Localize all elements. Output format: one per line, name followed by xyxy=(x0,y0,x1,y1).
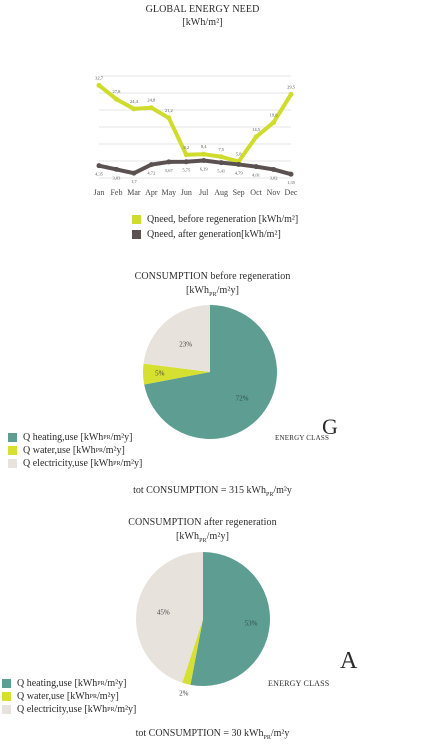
data-label: 4,79 xyxy=(234,170,243,176)
x-tick-label: Apr xyxy=(145,188,158,197)
data-point xyxy=(131,106,136,111)
line-chart-series xyxy=(95,75,296,186)
legend-swatch xyxy=(2,705,11,714)
data-label: 8,2 xyxy=(183,144,190,150)
legend-swatch xyxy=(8,446,17,455)
data-point xyxy=(219,154,224,159)
legend-swatch xyxy=(2,679,11,688)
x-tick-label: May xyxy=(161,188,177,197)
data-label: 5,75 xyxy=(182,167,191,173)
pie-slice xyxy=(144,305,210,372)
pie-after-total: tot CONSUMPTION = 30 kWh$_{PR}$/m²y xyxy=(135,728,290,741)
x-tick-label: Sep xyxy=(232,188,245,197)
pie-after xyxy=(133,549,273,698)
x-tick-label: Oct xyxy=(250,188,262,197)
data-label: 27,8 xyxy=(112,89,121,95)
data-point xyxy=(114,167,119,172)
data-point xyxy=(201,158,206,163)
data-point xyxy=(289,92,294,97)
pie-label: 2% xyxy=(179,689,189,698)
line-chart-x-ticks xyxy=(94,188,298,197)
x-tick-label: Feb xyxy=(110,188,123,197)
data-label: 5,67 xyxy=(164,167,173,173)
data-label: 24,8 xyxy=(147,97,156,103)
pie-after-unit: [kWh$_{PR}$/m²y] xyxy=(175,531,230,544)
legend-swatch xyxy=(132,230,141,239)
data-point xyxy=(236,162,241,167)
data-label: 14,5 xyxy=(252,126,261,132)
legend-swatch xyxy=(2,692,11,701)
pie-label: 53% xyxy=(244,619,258,628)
line-chart-title: GLOBAL ENERGY NEED xyxy=(145,4,260,15)
data-label: 8,4 xyxy=(200,144,207,150)
data-label: 24,4 xyxy=(129,98,138,104)
data-point xyxy=(166,159,171,164)
x-tick-label: Jul xyxy=(199,188,209,197)
pie-label: 23% xyxy=(179,340,193,349)
x-tick-label: Dec xyxy=(284,188,298,197)
line-chart-unit: [kWh/m²] xyxy=(182,17,223,28)
data-point xyxy=(149,162,154,167)
pie-before xyxy=(140,302,280,442)
data-label: 19,6 xyxy=(269,112,278,118)
legend-swatch xyxy=(8,433,17,442)
series-line-0 xyxy=(99,85,291,161)
data-point xyxy=(149,105,154,110)
data-label: 1,35 xyxy=(287,180,295,186)
pie-after-title: CONSUMPTION after regeneration xyxy=(128,517,277,528)
data-point xyxy=(271,167,276,172)
data-label: 4,72 xyxy=(147,170,156,176)
energy-class-after: A xyxy=(340,648,358,674)
pie-before-legend-heating: Q heating,use [kWh PR /m²y] xyxy=(8,432,133,443)
data-point xyxy=(201,152,206,157)
pie-before-legend-water: Q water,use [kWh PR /m²y] xyxy=(8,445,125,456)
line-chart xyxy=(0,60,405,200)
data-label: 21,2 xyxy=(164,107,173,113)
energy-class-label-before: ENERGY CLASS xyxy=(275,434,330,442)
data-label: 4,01 xyxy=(252,172,261,178)
data-point xyxy=(219,160,224,165)
data-label: 1,7 xyxy=(131,179,137,185)
pie-label: 5% xyxy=(155,369,165,378)
pie-before-legend-electricity: Q electricity,use [kWh PR /m²y] xyxy=(8,458,142,469)
data-label: 3,03 xyxy=(112,175,121,181)
data-point xyxy=(271,120,276,125)
data-point xyxy=(131,171,136,176)
data-point xyxy=(114,97,119,102)
x-tick-label: Aug xyxy=(214,188,229,197)
data-point xyxy=(254,164,259,169)
data-point xyxy=(184,152,189,157)
x-tick-label: Jun xyxy=(180,188,192,197)
legend-label: Qneed, before regeneration [kWh/m²] xyxy=(147,214,299,225)
data-label: 5,8 xyxy=(235,151,242,157)
data-label: 5,41 xyxy=(217,168,226,174)
energy-class-label-after: ENERGY CLASS xyxy=(268,679,330,688)
data-point xyxy=(254,134,259,139)
data-label: 29,5 xyxy=(287,84,295,90)
data-point xyxy=(166,115,171,120)
pie-before-total: tot CONSUMPTION = 315 kWh$_{PR}$/m²y xyxy=(133,485,292,498)
pie-before-unit: [kWh$_{PR}$/m²y] xyxy=(185,285,240,298)
data-label: 4,35 xyxy=(95,171,103,177)
pie-label: 45% xyxy=(156,608,170,617)
data-label: 3,02 xyxy=(269,175,278,181)
data-label: 6,19 xyxy=(199,166,208,172)
data-point xyxy=(289,172,294,177)
x-tick-label: Mar xyxy=(127,188,141,197)
legend-item-after xyxy=(132,229,281,240)
pie-label: 72% xyxy=(235,394,249,403)
data-point xyxy=(97,83,102,88)
x-tick-label: Jan xyxy=(93,188,105,197)
data-label: 7,5 xyxy=(218,146,224,152)
pie-after-legend-heating: Q heating,use [kWh PR /m²y] xyxy=(2,678,127,689)
series-line-1 xyxy=(99,160,291,174)
pie-after-legend-water: Q water,use [kWh PR /m²y] xyxy=(2,691,119,702)
data-label: 32,7 xyxy=(95,75,103,81)
pie-before-title: CONSUMPTION before regeneration xyxy=(134,271,291,282)
legend-label: Qneed, after generation[kWh/m²] xyxy=(147,229,281,240)
data-point xyxy=(97,163,102,168)
legend-item-before xyxy=(132,214,298,225)
legend-swatch xyxy=(8,459,17,468)
energy-class-before: G xyxy=(322,414,338,439)
pie-after-legend-electricity: Q electricity,use [kWh PR /m²y] xyxy=(2,704,136,715)
x-tick-label: Nov xyxy=(266,188,281,197)
legend-swatch xyxy=(132,215,141,224)
data-point xyxy=(184,159,189,164)
